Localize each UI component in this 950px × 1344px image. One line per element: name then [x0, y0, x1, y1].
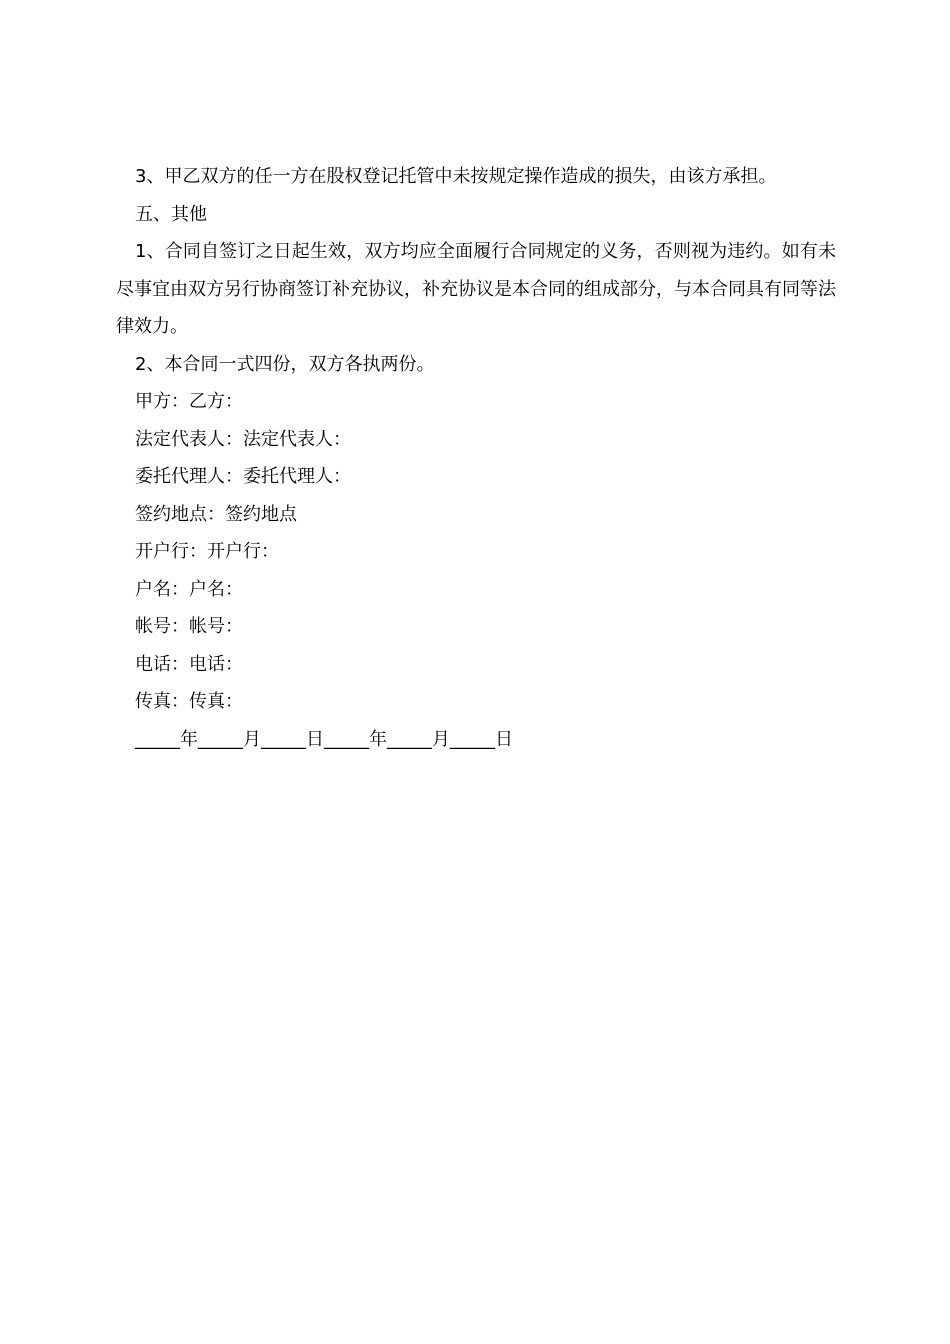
clause-1-effectiveness: 1、合同自签订之日起生效，双方均应全面履行合同规定的义务，否则视为违约。如有未尽事宜由双方另行协商签订补充协议，补充协议是本合同的组成部分，与本合同具有同等法律效力。 [116, 241, 836, 337]
clause-3-loss-liability: 3、甲乙双方的任一方在股权登记托管中未按规定操作造成的损失，由该方承担。 [135, 166, 777, 187]
phone-line: 电话：电话： [135, 653, 243, 675]
account-number-line: 帐号：帐号： [135, 616, 243, 637]
clause-2-copies: 2、本合同一式四份，双方各执两份。 [135, 353, 435, 375]
section-5-heading: 五、其他 [135, 203, 207, 225]
date-line: _____年_____月_____日_____年_____月_____日 [135, 728, 513, 750]
legal-representative-line: 法定代表人：法定代表人： [135, 428, 351, 450]
party-a-b-line: 甲方：乙方： [135, 391, 243, 412]
document-body [116, 158, 836, 758]
authorized-agent-line: 委托代理人：委托代理人： [135, 466, 351, 487]
fax-line: 传真：传真： [135, 691, 243, 712]
signing-location-line: 签约地点：签约地点 [135, 503, 297, 525]
bank-line: 开户行：开户行： [135, 541, 279, 562]
account-name-line: 户名：户名： [135, 578, 243, 600]
